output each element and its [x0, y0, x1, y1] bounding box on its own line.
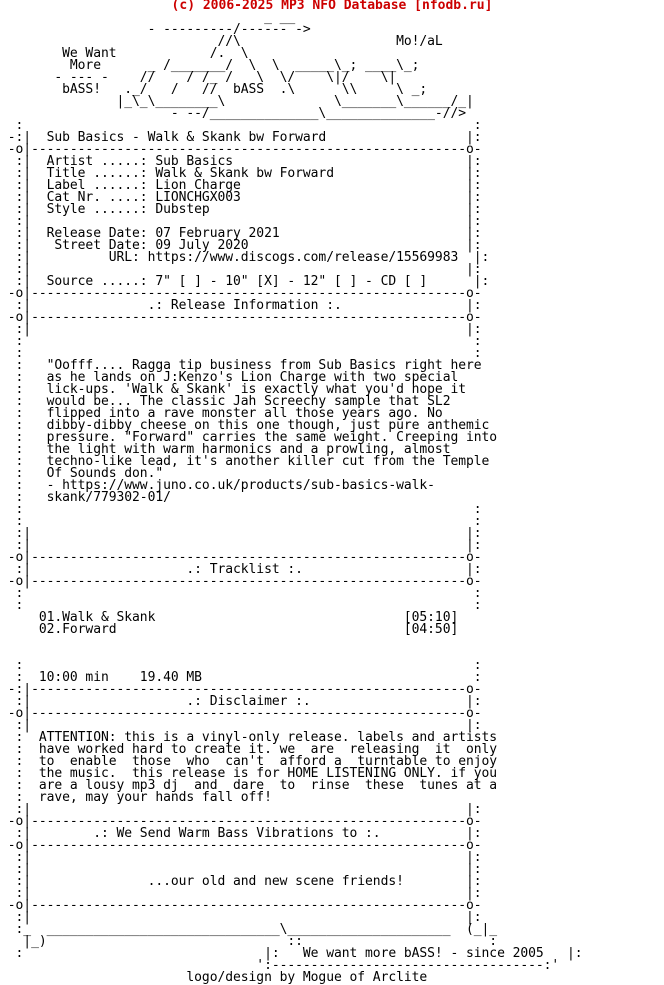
- site-header-title: (c) 2006-2025 MP3 NFO Database [nfodb.ru]: [171, 0, 493, 13]
- nfo-text: _ __ - ---------/------ -> //\ Mo!/aL We Want /. \ More _ /_______/ \ \ _____\_; ____\_; - --- - // / /_ / \ \/ \|/ \| bASS! ._/ / // bASS .\ \\ \ _; |_\_\________\ \_______\______/_| - --/______________\______________-//> : : -:| Sub Basics - Walk & Skank bw Forward |: -o|--------------------------------------------------------o- :| Artist .....: Sub Basics |: :| Title ......: Walk & Skank bw Forward |: :| Label ......: Lion Charge |: :| Cat Nr. ....: LIONCHGX003 |: :| Style ......: Dubstep |: :| |: :| Release Date: 07 February 2021 |: :| Street Date: 09 July 2020 |: :| URL: https://www.discogs.com/release/15569983 |: :| |: :| Source .....: 7" [ ] - 10" [X] - 12" [ ] - CD [ ] |: -o|--------------------------------------------------------o- :| .: Release Information :. |: -o|--------------------------------------------------------o- :| |: : : : : : "Oofff.... Ragga tip business from Sub Basics right here : as he lands on J:Kenzo's Lion Charge with two special : lick-ups. 'Walk & Skank' is exactly what you'd hope it : would be... The classic Jah Screechy sample that SL2 : flipped into a rave monster all those years ago. No : dibby-dibby cheese on this one though, just pure anthemic : pressure. "Forward" carries the same weight. Creeping into : the light with warm harmonics and a prowling, almost : techno-like lead, it's another killer cut from the Temple : Of Sounds don." : - https://www.juno.co.uk/products/sub-basics-walk- : skank/779302-01/ : : : : :| |: :| |: -o|--------------------------------------------------------o- :| .: Tracklist :. |: -o|--------------------------------------------------------o- : : : : 01.Walk & Skank [05:10] 02.Forward [04:50] : : : 10:00 min 19.40 MB : -:|--------------------------------------------------------o- :| .: Disclaimer :. |: -o|--------------------------------------------------------o- :| |: : ATTENTION: this is a vinyl-only release. labels and artists : have worked hard to create it. we are releasing it only : to enable those who can't afford a turntable to enjoy : the music. this release is for HOME LISTENING ONLY. if you : are a lousy mp3 dj and dare to rinse these tunes at a : rave, may your hands fall off! :| |: -o|--------------------------------------------------------o- :| .: We Send Warm Bass Vibrations to :. |: -o|--------------------------------------------------------o- :| |: :| |: :| ...our old and new scene friends! |: :| |: -o|--------------------------------------------------------o- :| |: :_ ______________________________\_____________________ (_|_ |_) :: : : |: We want more bASS! - since 2005 |: ':-----------------------------------:' logo/design by Mogue of Arclite: [7, 10, 583, 985]
